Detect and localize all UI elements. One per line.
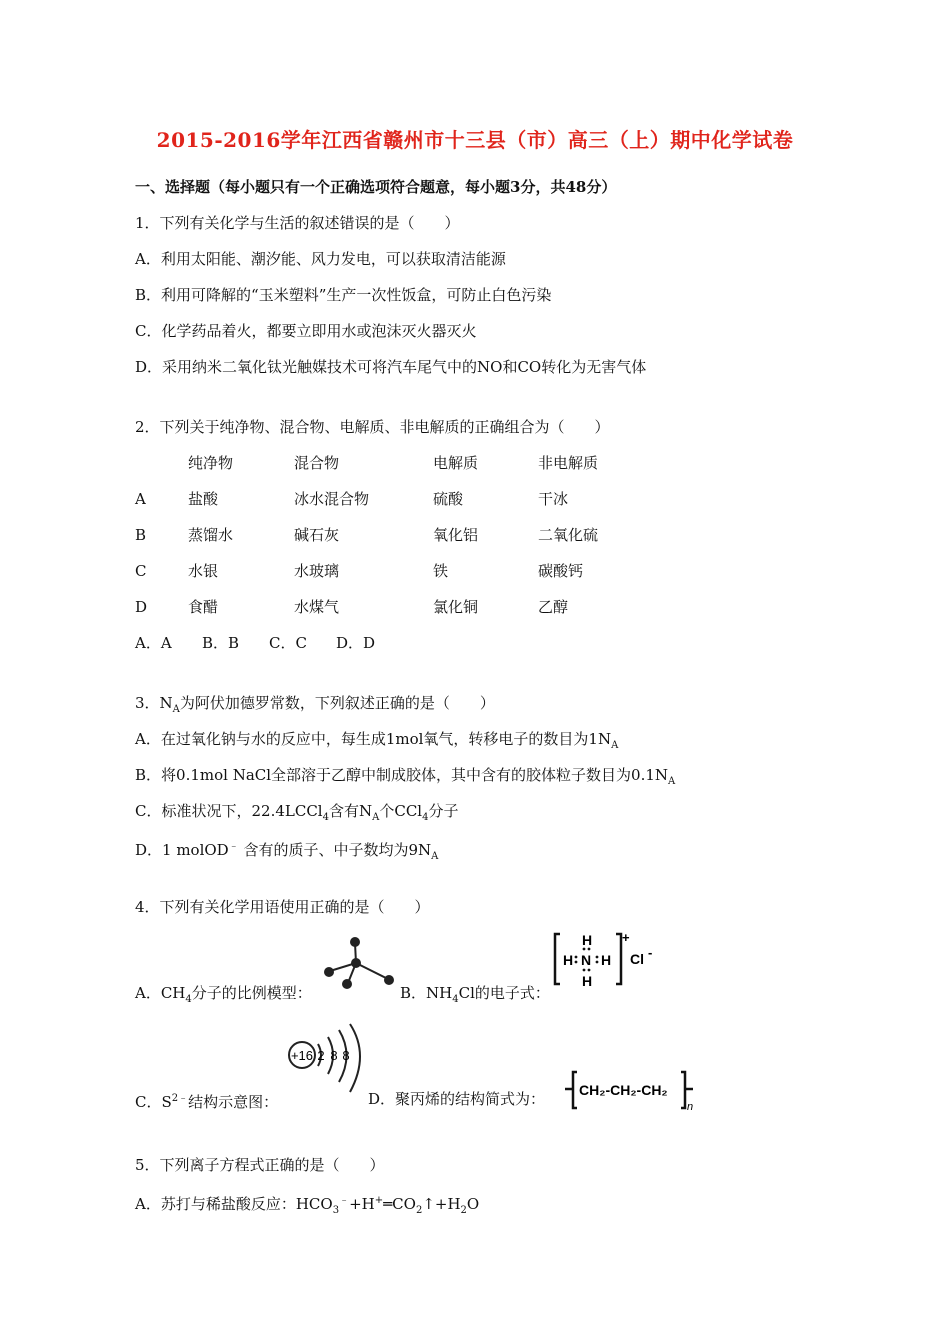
- q4-option-d: D．聚丙烯的结构简式为：: [368, 1090, 546, 1108]
- page-title: 2015-2016学年江西省赣州市十三县（市）高三（上）期中化学试卷: [156, 128, 794, 152]
- q1-option-a: A．利用太阳能、潮汐能、风力发电，可以获取清洁能源: [135, 250, 506, 268]
- shell-electrons: 8: [342, 1048, 350, 1063]
- cation-charge: +: [622, 930, 630, 945]
- q2-stem: 2．下列关于纯净物、混合物、电解质、非电解质的正确组合为（ ）: [135, 418, 610, 436]
- dot-h-left: H: [563, 952, 574, 968]
- q2-row-label: D: [135, 598, 148, 616]
- q2-header: 纯净物: [188, 454, 234, 472]
- q2-row-label: C: [135, 562, 147, 580]
- q1-option-c: C．化学药品着火，都要立即用水或泡沫灭火器灭火: [135, 322, 477, 340]
- q2-option-a: A．A: [135, 634, 172, 652]
- q2-cell: 冰水混合物: [294, 490, 370, 508]
- repeat-count: n: [687, 1101, 694, 1112]
- anion-symbol: Cl: [630, 951, 644, 967]
- q2-option-d: D．D: [336, 634, 376, 652]
- q4-option-a: A．$CH_4$分子的比例模型：: [135, 984, 312, 1005]
- methane-ball-model-figure: [318, 935, 400, 990]
- q3-option-a: A．在过氧化钠与水的反应中，每生成1mol氧气，转移电子的数目为$1N_A$: [135, 730, 619, 751]
- q2-cell: 蒸馏水: [188, 526, 234, 544]
- q2-cell: 氧化铝: [433, 526, 479, 544]
- q3-option-d: D．1 molOD﹣ 含有的质子、中子数均为$9N_A$: [135, 841, 439, 862]
- q2-cell: 盐酸: [188, 490, 219, 508]
- q2-cell: 干冰: [538, 490, 569, 508]
- q2-row-label: B: [135, 526, 147, 544]
- q2-cell: 氯化铜: [433, 598, 479, 616]
- q2-cell: 二氧化硫: [538, 526, 599, 544]
- section-heading: 一、选择题（每小题只有一个正确选项符合题意，每小题3分，共48分）: [135, 178, 617, 196]
- dot-h-top: H: [582, 932, 593, 948]
- ammonium-chloride-electron-dot-figure: [552, 928, 662, 990]
- q2-header: 混合物: [294, 454, 340, 472]
- dot-h-right: H: [601, 952, 612, 968]
- q2-cell: 食醋: [188, 598, 219, 616]
- q4-option-c: C．$S^{2﹣}$结构示意图：: [135, 1093, 279, 1111]
- q4-stem: 4．下列有关化学用语使用正确的是（ ）: [135, 898, 430, 916]
- shell-electrons: 2: [317, 1048, 325, 1063]
- q5-stem: 5．下列离子方程式正确的是（ ）: [135, 1156, 385, 1174]
- sulfide-ion-structure-figure: [284, 1022, 374, 1102]
- q2-header: 非电解质: [538, 454, 599, 472]
- nucleus-charge: +16: [290, 1048, 314, 1063]
- q2-cell: 碱石灰: [294, 526, 340, 544]
- q2-cell: 水煤气: [294, 598, 340, 616]
- q2-option-c: C．C: [269, 634, 307, 652]
- q2-cell: 碳酸钙: [538, 562, 584, 580]
- q2-row-label: A: [135, 490, 146, 508]
- q2-header: 电解质: [433, 454, 479, 472]
- q4-option-b: B．$NH_4Cl$的电子式：: [400, 984, 550, 1005]
- polypropylene-structure-figure: [565, 1068, 700, 1112]
- q3-stem: 3．$N_A$为阿伏加德罗常数，下列叙述正确的是（ ）: [135, 694, 495, 715]
- shell-electrons: 8: [330, 1048, 338, 1063]
- q2-cell: 乙醇: [538, 598, 569, 616]
- q1-option-d: D．采用纳米二氧化钛光触媒技术可将汽车尾气中的NO和CO转化为无害气体: [135, 358, 647, 376]
- dot-n-center: N: [581, 952, 592, 968]
- repeat-unit-formula: CH₂-CH₂-CH₂: [579, 1082, 668, 1098]
- q3-option-b: B．将0.1mol NaCl全部溶于乙醇中制成胶体，其中含有的胶体粒子数目为$0.1N_A$: [135, 766, 676, 787]
- q3-option-c: C．标准状况下，22.4LCCl$_4$含有$N_A$个CCl$_4$分子: [135, 802, 459, 823]
- dot-h-bottom: H: [582, 973, 593, 989]
- q2-cell: 水银: [188, 562, 219, 580]
- q5-option-a: A．苏打与稀盐酸反应：$HCO_3^﹣+H^+═CO_2↑+H_2O$: [135, 1195, 480, 1216]
- anion-charge: -: [648, 945, 653, 960]
- q2-cell: 硫酸: [433, 490, 464, 508]
- q2-cell: 水玻璃: [294, 562, 340, 580]
- q2-cell: 铁: [433, 562, 449, 580]
- q2-option-b: B．B: [202, 634, 240, 652]
- q1-stem: 1．下列有关化学与生活的叙述错误的是（ ）: [135, 214, 460, 232]
- q1-option-b: B．利用可降解的“玉米塑料”生产一次性饭盒，可防止白色污染: [135, 286, 552, 304]
